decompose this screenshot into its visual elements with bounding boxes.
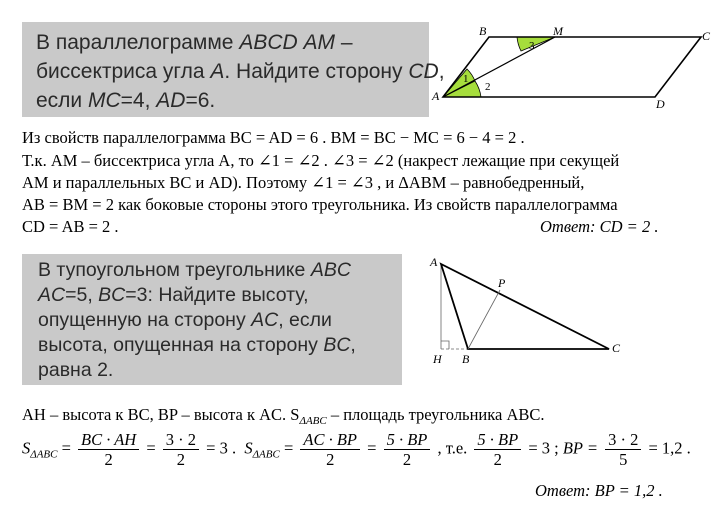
label-B: B <box>479 24 487 38</box>
label-H: H <box>433 352 442 366</box>
label-A: A <box>432 89 440 103</box>
label-C2: C <box>612 341 621 355</box>
fraction-5: $\frac{5 \cdot BP}{2}$ <box>474 430 521 469</box>
problem2-answer: Ответ: BP = 1,2 . <box>535 481 663 500</box>
problem2-statement <box>22 254 402 385</box>
angle-3: 3 <box>529 40 535 52</box>
problem2-formula: $S_{\Delta ABC}$ = $\frac{BC \cdot AH}{2}$ = $\frac{3 \cdot 2}{2}$ = 3 . $S_{\Delta ABC}$ = $\frac{AC \cdot BP}{2}$ = $\frac{5 \cdot BP}{2}$ , т.е. $\frac{5 \cdot BP}{2}$ = 3 ; BP = $\frac{3 \cdot 2}{5}$ = 1,2 . <box>22 430 691 469</box>
parallelogram-figure <box>425 22 717 114</box>
problem1-line1: В параллелограмме ABCD AM – <box>36 31 353 54</box>
fraction-3: $\frac{AC \cdot BP}{2}$ <box>300 430 360 469</box>
label-B2: B <box>462 352 470 366</box>
fraction-2: $\frac{3 \cdot 2}{2}$ <box>163 430 199 469</box>
problem2-line3: опущенную на сторону AC, если <box>38 309 332 331</box>
triangle-figure <box>420 250 640 370</box>
problem1-solution-line5: CD = AB = 2 . <box>22 217 119 236</box>
problem2-line4: высота, опущенная на сторону BC, <box>38 334 356 356</box>
problem2-line5: равна 2. <box>38 359 114 381</box>
label-C: C <box>702 29 711 43</box>
problem1-solution-line4: AB = BM = 2 как боковые стороны этого треугольника. Из свойств параллелограмма <box>22 195 618 214</box>
label-A2: A <box>430 255 438 269</box>
fraction-6: $\frac{3 \cdot 2}{5}$ <box>605 430 641 469</box>
problem1-solution-line3: AM и параллельных BC и AD). Поэтому ∠1 = ∠3 , и ΔABM – равнобедренный, <box>22 173 585 192</box>
problem1-statement <box>22 22 445 117</box>
problem1-solution-line1: Из свойств параллелограмма BC = AD = 6 . BM = BC − MC = 6 − 4 = 2 . <box>22 128 525 147</box>
angle-1: 1 <box>463 73 469 85</box>
fraction-4: $\frac{5 \cdot BP}{2}$ <box>384 430 431 469</box>
problem1-line2: биссектриса угла A. Найдите сторону CD, <box>36 60 445 83</box>
problem1-answer: Ответ: CD = 2 . <box>540 217 659 236</box>
label-M: M <box>553 24 563 38</box>
problem2-line1: В тупоугольном треугольнике ABC <box>38 259 351 281</box>
fraction-1: $\frac{BC \cdot AH}{2}$ <box>78 430 139 469</box>
problem1-line3: если MC=4, AD=6. <box>36 89 216 112</box>
problem2-line2: AC=5, BC=3: Найдите высоту, <box>38 284 309 306</box>
problem2-solution-line1: AH – высота к BC, BP – высота к AC. $S_{\Delta ABC}$ – площадь треугольника ABC. <box>22 405 545 427</box>
label-D: D <box>656 97 665 111</box>
angle-2: 2 <box>485 81 491 93</box>
label-P: P <box>498 276 506 290</box>
problem1-solution-line2: Т.к. AM – биссектриса угла A, то ∠1 = ∠2 . ∠3 = ∠2 (накрест лежащие при секущей <box>22 151 620 170</box>
